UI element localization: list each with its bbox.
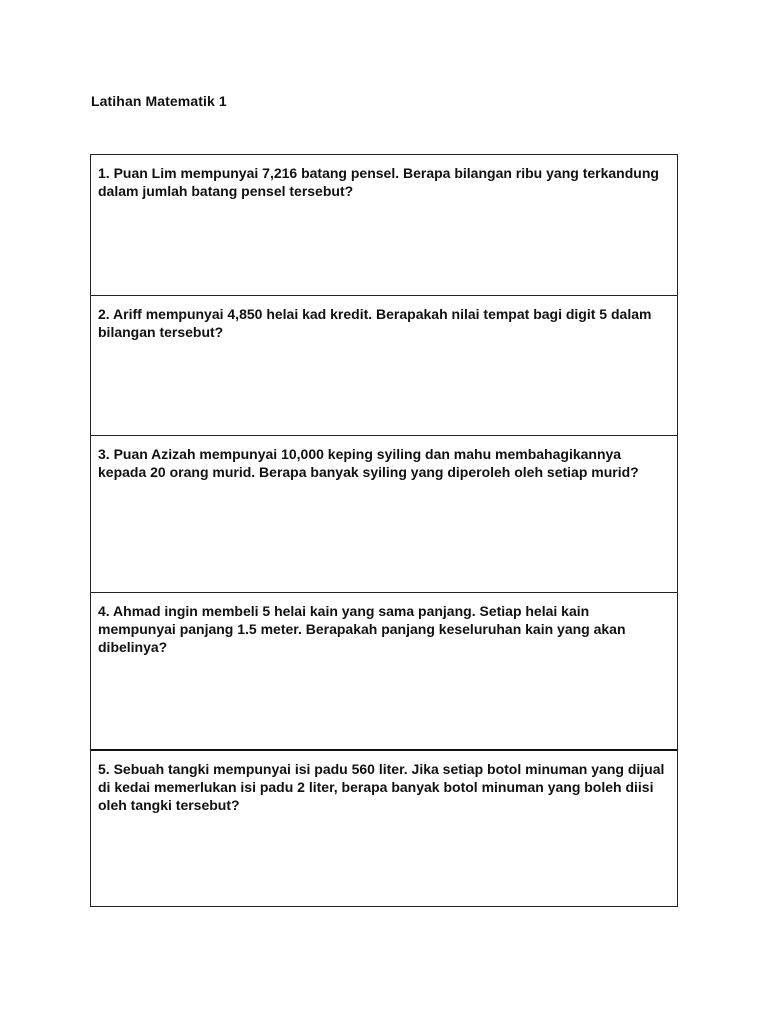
question-cell-4 bbox=[91, 592, 677, 749]
worksheet-title: Latihan Matematik 1 bbox=[91, 93, 227, 109]
question-text-2: 2. Ariff mempunyai 4,850 helai kad kredit. Berapakah nilai tempat bagi digit 5 dalam bilangan tersebut? bbox=[98, 306, 652, 340]
question-cell-2 bbox=[91, 295, 677, 435]
question-text-4: 4. Ahmad ingin membeli 5 helai kain yang sama panjang. Setiap helai kain mempunyai panjang 1.5 meter. Berapakah panjang keseluruhan kain yang akan dibelinya? bbox=[98, 603, 626, 655]
question-cell-1 bbox=[91, 155, 677, 295]
question-table bbox=[90, 154, 678, 907]
question-text-3: 3. Puan Azizah mempunyai 10,000 keping syiling dan mahu membahagikannya kepada 20 orang murid. Berapa banyak syiling yang diperoleh oleh setiap murid? bbox=[98, 446, 639, 480]
question-cell-5 bbox=[91, 749, 677, 906]
question-text-5: 5. Sebuah tangki mempunyai isi padu 560 liter. Jika setiap botol minuman yang dijual di kedai memerlukan isi padu 2 liter, berapa banyak botol minuman yang boleh diisi oleh tangki tersebut? bbox=[98, 761, 665, 813]
question-text-1: 1. Puan Lim mempunyai 7,216 batang pensel. Berapa bilangan ribu yang terkandung dalam jumlah batang pensel tersebut? bbox=[98, 165, 659, 199]
question-cell-3 bbox=[91, 435, 677, 592]
